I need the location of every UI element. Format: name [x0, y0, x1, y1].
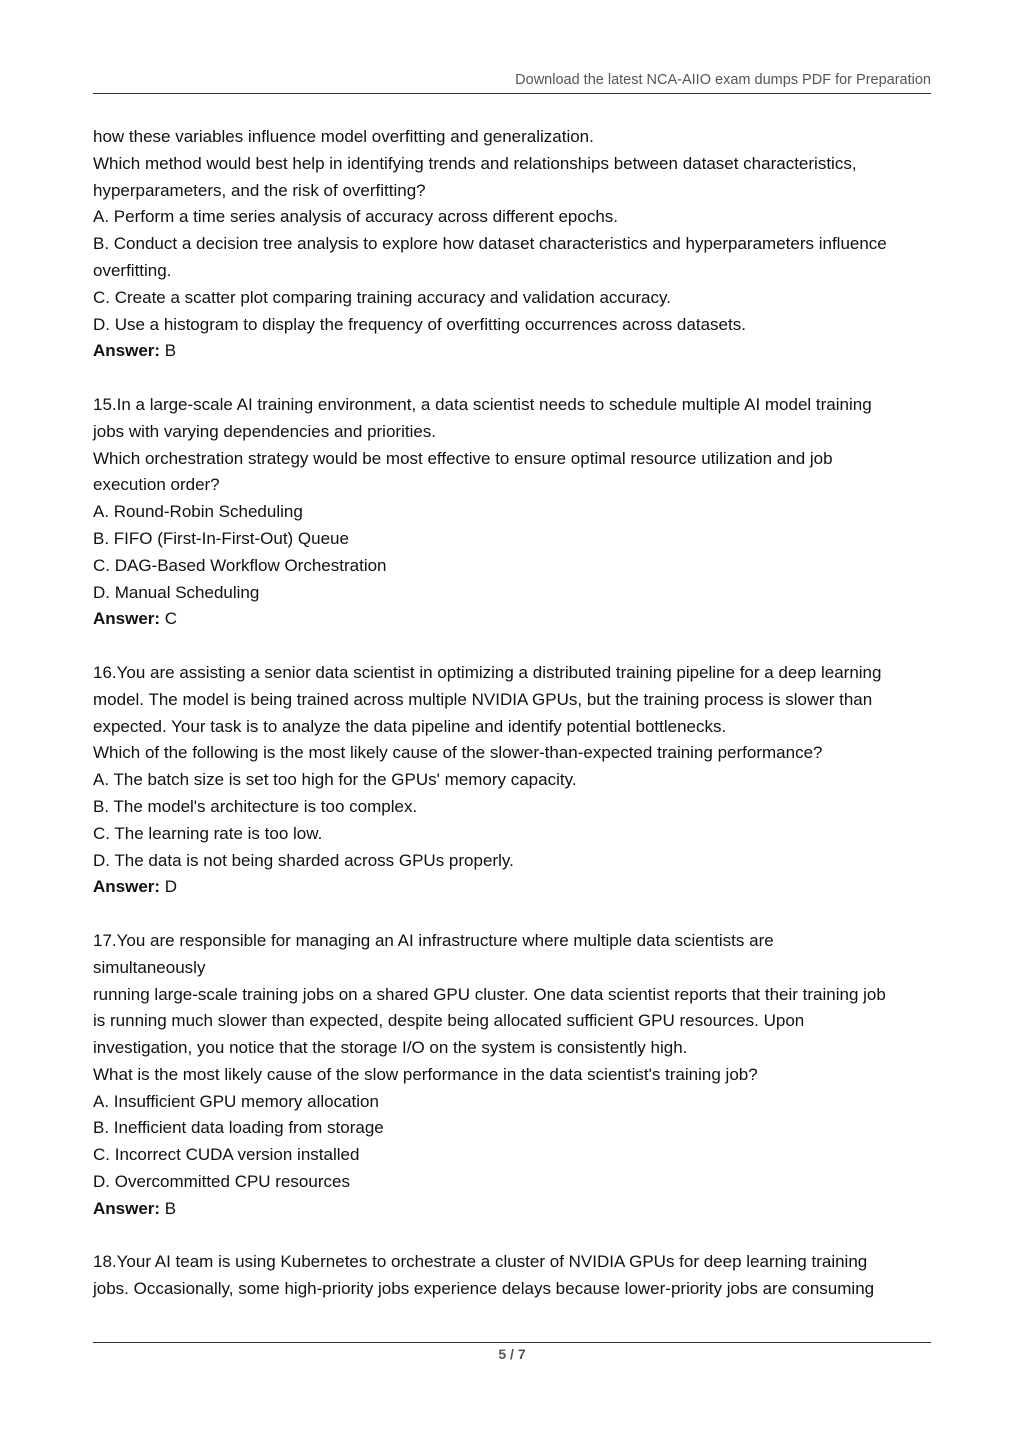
question-prompt: Which orchestration strategy would be most effective to ensure optimal resource utilization and job	[93, 448, 833, 468]
question-text: investigation, you notice that the storage I/O on the system is consistently high.	[93, 1038, 688, 1058]
question-prompt: execution order?	[93, 475, 220, 495]
option-a: A. Perform a time series analysis of accuracy across different epochs.	[93, 207, 619, 227]
spacer	[93, 365, 939, 392]
answer-line	[93, 606, 939, 633]
spacer	[93, 901, 939, 928]
option-c: C. Create a scatter plot comparing training accuracy and validation accuracy.	[93, 287, 671, 307]
option-b: B. The model's architecture is too complex.	[93, 796, 418, 816]
question-text: running large-scale training jobs on a shared GPU cluster. One data scientist reports that their training job	[93, 984, 886, 1004]
question-block-16	[93, 660, 939, 901]
question-text: model. The model is being trained across multiple NVIDIA GPUs, but the training process is slower than	[93, 689, 873, 709]
option-c: C. The learning rate is too low.	[93, 823, 323, 843]
text-line: hyperparameters, and the risk of overfitting?	[93, 180, 426, 200]
option-c: C. DAG-Based Workflow Orchestration	[93, 555, 387, 575]
option-c: C. Incorrect CUDA version installed	[93, 1145, 360, 1165]
answer-line	[93, 1196, 939, 1223]
spacer	[93, 1223, 939, 1250]
option-b: B. Inefficient data loading from storage	[93, 1118, 384, 1138]
answer-value: B	[160, 341, 177, 361]
answer-label: Answer:	[93, 341, 161, 361]
answer-line	[93, 874, 939, 901]
page-number: 5 / 7	[498, 1346, 526, 1362]
question-block-18	[93, 1249, 939, 1303]
question-prompt: What is the most likely cause of the slow performance in the data scientist's training job?	[93, 1064, 758, 1084]
option-b: B. Conduct a decision tree analysis to explore how dataset characteristics and hyperparameters influence	[93, 234, 887, 254]
question-text: 15.In a large-scale AI training environment, a data scientist needs to schedule multiple AI model training	[93, 394, 872, 414]
answer-label: Answer:	[93, 609, 161, 629]
question-block-continued	[93, 124, 939, 365]
answer-label: Answer:	[93, 1198, 161, 1218]
question-text: simultaneously	[93, 957, 206, 977]
question-prompt: Which method would best help in identifying trends and relationships between dataset characteristics,	[93, 153, 857, 173]
question-text: 16.You are assisting a senior data scientist in optimizing a distributed training pipeline for a deep learning	[93, 662, 882, 682]
question-prompt: Which of the following is the most likely cause of the slower-than-expected training performance?	[93, 743, 823, 763]
option-d: D. Overcommitted CPU resources	[93, 1172, 350, 1192]
question-text: 17.You are responsible for managing an AI infrastructure where multiple data scientists are	[93, 930, 774, 950]
text-line: how these variables influence model overfitting and generalization.	[93, 127, 594, 146]
footer-divider	[93, 1342, 931, 1343]
answer-value: B	[160, 1198, 177, 1218]
question-text: 18.Your AI team is using Kubernetes to orchestrate a cluster of NVIDIA GPUs for deep learning training	[93, 1252, 868, 1272]
question-text: is running much slower than expected, despite being allocated sufficient GPU resources. Upon	[93, 1011, 805, 1031]
option-b: B. FIFO (First-In-First-Out) Queue	[93, 528, 349, 548]
question-block-17	[93, 928, 939, 1223]
option-a: A. Round-Robin Scheduling	[93, 502, 303, 522]
page-body	[93, 124, 939, 1303]
question-text: jobs with varying dependencies and priorities.	[93, 421, 437, 441]
page-header: Download the latest NCA-AIIO exam dumps PDF for Preparation	[515, 72, 931, 88]
option-d: D. The data is not being sharded across GPUs properly.	[93, 850, 514, 870]
option-a: A. Insufficient GPU memory allocation	[93, 1091, 379, 1111]
question-text: jobs. Occasionally, some high-priority jobs experience delays because lower-priority jobs are consuming	[93, 1279, 875, 1299]
answer-value: D	[160, 877, 178, 897]
answer-line	[93, 338, 939, 365]
option-d: D. Use a histogram to display the frequency of overfitting occurrences across datasets.	[93, 314, 746, 334]
text-line: overfitting.	[93, 260, 172, 280]
spacer	[93, 633, 939, 660]
answer-label: Answer:	[93, 877, 161, 897]
question-block-15	[93, 392, 939, 633]
option-d: D. Manual Scheduling	[93, 582, 260, 602]
answer-value: C	[160, 609, 178, 629]
question-text: expected. Your task is to analyze the data pipeline and identify potential bottlenecks.	[93, 716, 727, 736]
header-divider	[93, 93, 931, 94]
option-a: A. The batch size is set too high for the GPUs' memory capacity.	[93, 770, 577, 790]
